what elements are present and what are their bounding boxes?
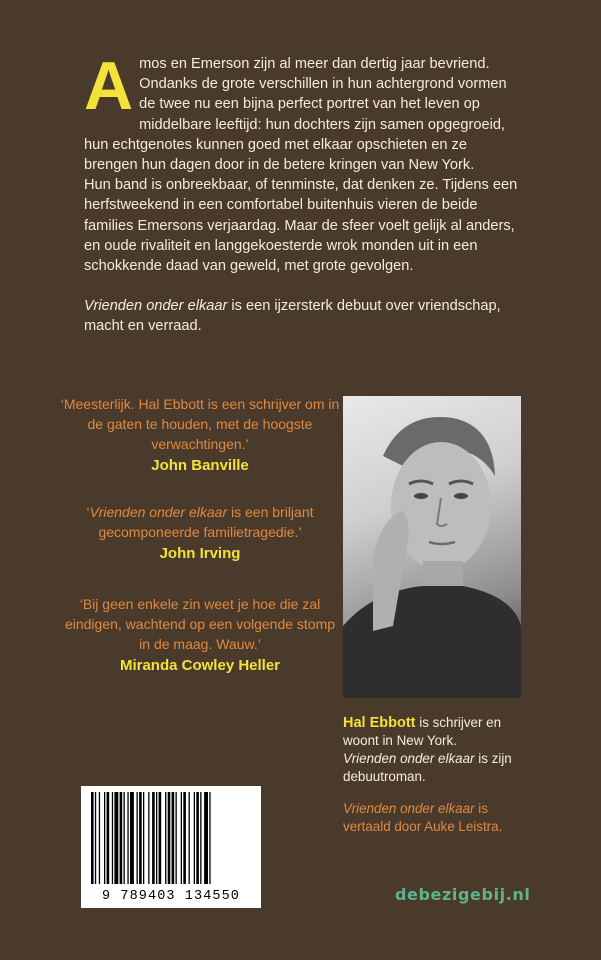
book-title: Vrienden onder elkaar	[343, 751, 475, 766]
blurb-paragraph-1: mos en Emerson zijn al meer dan dertig jaar bevriend. Ondanks de grote verschillen in hun achtergrond vormen de twee nu een bijna perfect portret van het leven op middelbare leeftijd: hun dochters zijn samen opgegroeid, hun echtgenotes kunnen goed met elkaar opschieten en ze brengen hun dagen door in de betere kringen van New York.	[84, 56, 507, 174]
quote-author: Miranda Cowley Heller	[119, 657, 281, 674]
review-quote-3	[60, 594, 340, 676]
blurb-paragraph-3-text: is een ijzersterk debuut over vriendschap, macht en verraad.	[84, 298, 501, 335]
publisher-url: debezigebij.nl	[395, 885, 531, 904]
translator-credit	[343, 800, 533, 836]
isbn-number: 9 789403 134550	[101, 889, 241, 904]
book-title: Vrienden onder elkaar	[343, 801, 475, 816]
quote-text	[60, 502, 340, 542]
bio-text-1: is schrijver en woont in New York.	[343, 715, 502, 748]
translator-text: is vertaald door Auke Leistra.	[343, 801, 503, 834]
quote-text-rest: is een briljant gecomponeerde familietragedie.’	[98, 504, 314, 540]
quote-text: ‘Meesterlijk. Hal Ebbott is een schrijver om in de gaten te houden, met de hoogste verwachtingen.’	[60, 396, 340, 452]
review-quote-1	[60, 394, 340, 476]
bio-line-1	[343, 714, 533, 750]
quote-author: John Irving	[159, 545, 241, 562]
book-title: Vrienden onder elkaar	[89, 504, 228, 520]
book-title: Vrienden onder elkaar	[84, 298, 228, 315]
quote-open-mark: ‘	[86, 504, 90, 520]
review-quote-2	[60, 502, 340, 564]
author-name: Hal Ebbott	[343, 715, 416, 731]
quote-author: John Banville	[151, 457, 249, 474]
author-bio	[343, 714, 533, 786]
author-portrait-illustration	[343, 396, 521, 698]
author-photo	[343, 396, 521, 698]
bio-text-2: is zijn debuutroman.	[343, 751, 512, 784]
bio-line-2	[343, 750, 533, 786]
quote-text: ‘Bij geen enkele zin weet je hoe die zal eindigen, wachtend op een volgende stomp in de maag. Wauw.’	[64, 596, 336, 652]
book-blurb	[84, 48, 524, 337]
barcode-bars	[87, 792, 255, 886]
blurb-paragraph-3	[84, 296, 524, 336]
barcode	[81, 786, 261, 908]
blurb-paragraph-2: Hun band is onbreekbaar, of tenminste, dat denken ze. Tijdens een herfstweekend in een comfortabel buitenhuis vieren de beide families Emersons verjaardag. Maar de sfeer voelt gelijk al anders, en oude rivaliteit en langgekoesterde wrok monden uit in een schokkende daad van geweld, met grote gevolgen.	[84, 177, 518, 275]
drop-cap: A	[84, 48, 134, 124]
